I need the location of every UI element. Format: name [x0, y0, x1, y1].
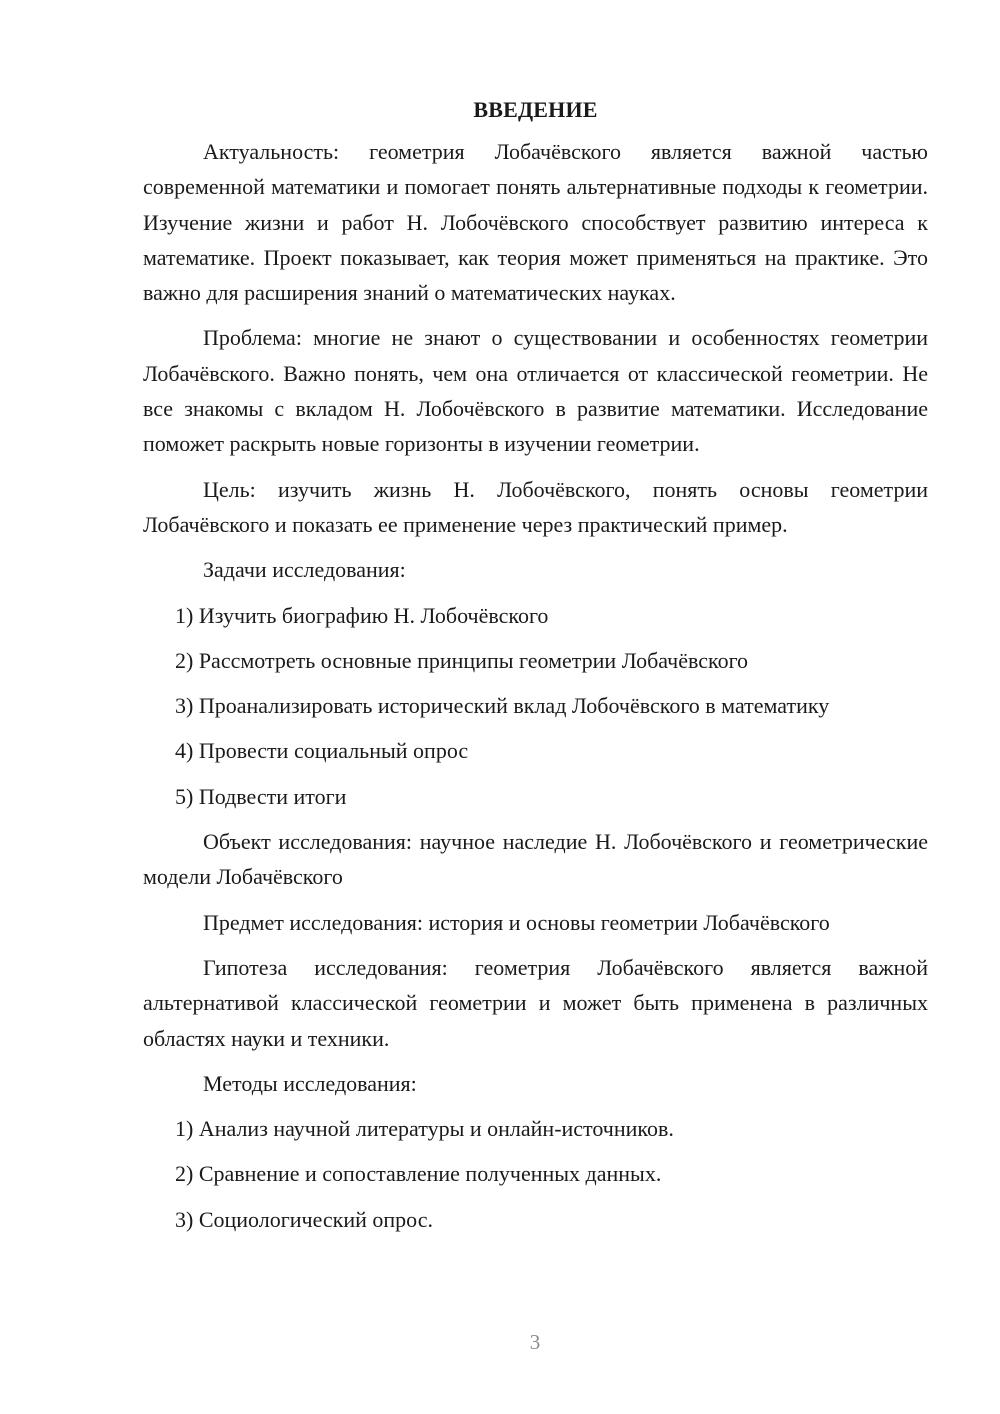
- page-number: 3: [529, 1330, 541, 1354]
- list-item: 5) Подвести итоги: [175, 783, 347, 809]
- list-item: 1) Изучить биографию Н. Лобочёвского: [175, 602, 549, 628]
- list-item: 3) Проанализировать исторический вклад Лобочёвского в математику: [175, 693, 830, 719]
- section-title: ВВЕДЕНИЕ: [473, 97, 598, 122]
- methods-heading: Методы исследования:: [203, 1070, 417, 1096]
- relevance-paragraph: Актуальность: геометрия Лобачёвского является важной частью современной математики и помогает понять альтернативные подходы к геометрии. Изучение жизни и работ Н. Лобочёвского способствует развитию интереса к математике. Проект показывает, как теория может применяться на практике. Это важно для расширения знаний о математических науках.: [143, 139, 928, 306]
- document-page: [143, 92, 928, 1247]
- list-item: 4) Провести социальный опрос: [175, 738, 469, 764]
- methods-list: [143, 1111, 928, 1237]
- tasks-list: [143, 598, 928, 814]
- tasks-heading: Задачи исследования:: [203, 557, 406, 583]
- problem-paragraph: Проблема: многие не знают о существовании и особенностях геометрии Лобачёвского. Важно понять, чем она отличается от классической геометрии. Не все знакомы с вкладом Н. Лобочёвского в развитие математики. Исследование поможет раскрыть новые горизонты в изучении геометрии.: [143, 325, 928, 457]
- hypothesis-paragraph: Гипотеза исследования: геометрия Лобачёвского является важной альтернативой классической геометрии и может быть применена в различных областях науки и техники.: [143, 954, 928, 1051]
- list-item: 3) Социологический опрос.: [175, 1206, 433, 1232]
- list-item: 1) Анализ научной литературы и онлайн-источников.: [175, 1116, 674, 1142]
- subject-paragraph: Предмет исследования: история и основы геометрии Лобачёвского: [203, 909, 830, 935]
- object-paragraph: Объект исследования: научное наследие Н. Лобочёвского и геометрические модели Лобачёвского: [143, 829, 928, 890]
- goal-paragraph: Цель: изучить жизнь Н. Лобочёвского, понять основы геометрии Лобачёвского и показать ее применение через практический пример.: [143, 476, 928, 537]
- list-item: 2) Рассмотреть основные принципы геометрии Лобачёвского: [175, 647, 749, 673]
- list-item: 2) Сравнение и сопоставление полученных данных.: [175, 1161, 662, 1187]
